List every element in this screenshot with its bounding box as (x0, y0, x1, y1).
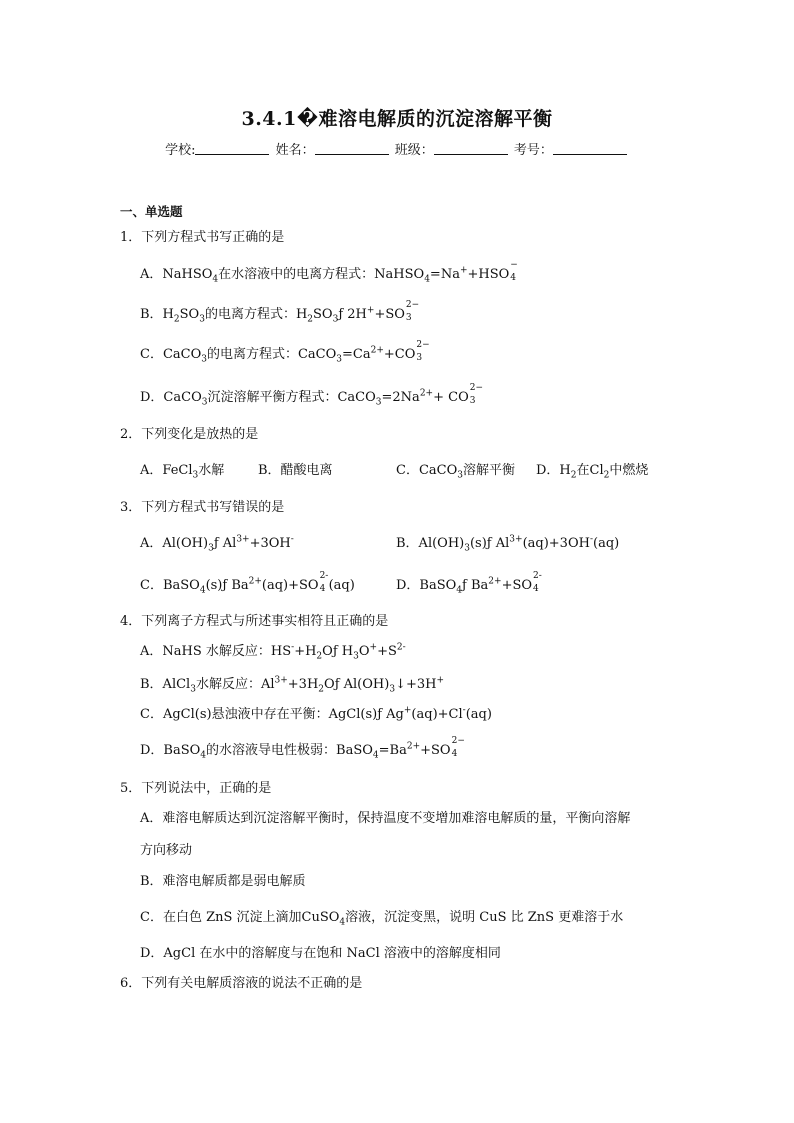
option-text: 在Cl (576, 463, 604, 478)
ion-charge: 2− 3 (469, 383, 484, 406)
option-text: =2Na (381, 390, 420, 405)
option-text: 沉淀溶解平衡方程式：CaCO (207, 390, 376, 405)
superscript: 2+ (248, 576, 262, 587)
school-label: 学校: (165, 143, 196, 158)
ion-charge: 2- 4 (319, 571, 329, 594)
superscript: 2- (396, 642, 406, 653)
subscript: 4 (212, 274, 219, 285)
exam-number-label: 考号： (513, 143, 553, 158)
option-text: ƒ Ba (462, 578, 489, 593)
option-text: A．NaHS 水解反应：HS (140, 644, 292, 659)
option-text: (aq) (328, 578, 355, 593)
question-2-option-b[interactable]: B．醋酸电离 (258, 463, 333, 478)
subscript: 2 (603, 470, 610, 481)
option-text: +SO (374, 307, 405, 322)
superscript: 3+ (274, 675, 288, 686)
subscript: 4 (199, 585, 206, 596)
subscript: 2 (307, 314, 314, 325)
subscript: 3 (199, 314, 205, 325)
option-text: A．NaHSO (140, 267, 213, 282)
question-4-stem: 4．下列离子方程式与所述事实相符且正确的是 (120, 614, 389, 629)
question-1-option-d[interactable] (140, 383, 484, 408)
option-text: SO (179, 307, 200, 322)
option-text: 溶液，沉淀变黑，说明 CuS 比 ZnS 更难溶于水 (345, 910, 624, 925)
option-text: (aq)+Cl (411, 707, 463, 722)
ion-charge: 2- 4 (533, 571, 542, 594)
class-label: 班级： (394, 143, 434, 158)
question-5-option-b[interactable]: B．难溶电解质都是弱电解质 (140, 874, 306, 889)
superscript: - (291, 642, 295, 653)
option-text: Oƒ H (322, 644, 354, 659)
question-5-option-a[interactable]: A．难溶电解质达到沉淀溶解平衡时，保持温度不变增加难溶电解质的量，平衡向溶解 (140, 811, 631, 826)
option-text: ↓+3H (395, 677, 437, 692)
option-text: 的电离方程式：CaCO (206, 347, 337, 362)
superscript: 2+ (488, 576, 502, 587)
option-text: ƒ 2H (338, 307, 367, 322)
subscript: 3 (192, 470, 199, 481)
option-text: C．CaCO (396, 463, 458, 478)
name-label: 姓名： (275, 143, 315, 158)
option-text: =Ba (378, 743, 407, 758)
option-text: B．H (140, 307, 174, 322)
question-5-option-a-continued[interactable]: 方向移动 (140, 843, 193, 858)
option-text: +H (294, 644, 317, 659)
ion-charge: 2− 3 (405, 300, 420, 323)
option-text: SO (313, 307, 333, 322)
option-text: (aq)+SO (261, 578, 319, 593)
option-text: +SO (501, 578, 533, 593)
question-5-stem: 5．下列说法中，正确的是 (120, 781, 272, 796)
question-1-option-c[interactable] (140, 340, 430, 365)
subscript: 3 (190, 684, 196, 695)
option-text: C．在白色 ZnS 沉淀上滴加CuSO (140, 910, 340, 925)
subscript: 4 (372, 750, 379, 761)
option-text: 的水溶液导电性极弱：BaSO (206, 743, 373, 758)
subscript: 2 (173, 314, 180, 325)
option-text: D．H (536, 463, 571, 478)
question-4-option-b[interactable] (140, 676, 444, 694)
option-text: +SO (420, 743, 451, 758)
question-3-option-c[interactable] (140, 571, 355, 596)
subscript: 3 (375, 397, 382, 408)
option-text: 溶解平衡 (462, 463, 515, 478)
superscript: 3+ (236, 534, 250, 545)
ion-charge: 2− 3 (416, 340, 430, 363)
subscript: 3 (208, 543, 214, 554)
subscript: 3 (457, 470, 463, 481)
superscript: 2+ (370, 345, 384, 356)
student-info-fields (0, 139, 794, 158)
ion-charge: 2− 4 (451, 736, 465, 759)
question-1-option-a[interactable] (140, 260, 519, 285)
question-2-option-a[interactable] (140, 462, 224, 480)
question-2-option-c[interactable] (396, 462, 515, 480)
superscript: + (459, 265, 468, 276)
superscript: 2+ (406, 741, 421, 752)
class-blank[interactable] (434, 141, 508, 155)
option-text: + CO (433, 390, 469, 405)
question-3-option-b[interactable] (396, 535, 619, 553)
question-1-stem: 1．下列方程式书写正确的是 (120, 230, 285, 245)
school-blank[interactable] (195, 141, 269, 155)
subscript: 3 (332, 314, 339, 325)
question-3-option-a[interactable] (140, 535, 294, 553)
option-text: C．CaCO (140, 347, 202, 362)
superscript: + (403, 705, 412, 716)
option-text: A．Al(OH) (140, 536, 209, 551)
subscript: 3 (464, 543, 470, 554)
option-text: ƒ Al (213, 536, 237, 551)
section-heading: 一、单选题 (120, 204, 183, 219)
option-text: D．CaCO (140, 390, 202, 405)
option-text: 水解 (198, 463, 225, 478)
option-text: 的电离方程式：H (204, 307, 308, 322)
option-text: O (358, 644, 370, 659)
question-1-option-b[interactable] (140, 300, 420, 325)
option-text: Oƒ Al(OH) (324, 677, 390, 692)
option-text: (aq)+3OH (522, 536, 590, 551)
option-text: C．AgCl(s)悬浊液中存在平衡：AgCl(s)ƒ Ag (140, 707, 404, 722)
option-text: =Na (429, 267, 460, 282)
superscript: - (589, 534, 593, 545)
name-blank[interactable] (315, 141, 389, 155)
option-text: +HSO (467, 267, 510, 282)
option-text: +CO (383, 347, 416, 362)
subscript: 2 (570, 470, 577, 481)
subscript: 3 (389, 684, 396, 695)
subscript: 3 (336, 354, 343, 365)
question-3-stem: 3．下列方程式书写错误的是 (120, 500, 285, 515)
subscript: 3 (201, 354, 207, 365)
subscript: 2 (318, 684, 325, 695)
superscript: - (290, 534, 294, 545)
page-title: 3.4.1�难溶电解质的沉淀溶解平衡 (241, 108, 553, 130)
question-2-stem: 2．下列变化是放热的是 (120, 427, 259, 442)
subscript: 3 (353, 651, 359, 662)
ion-charge: − 4 (510, 260, 518, 283)
exam-number-blank[interactable] (553, 141, 627, 155)
question-6-stem: 6．下列有关电解质溶液的说法不正确的是 (120, 976, 363, 991)
option-text: (aq) (593, 536, 620, 551)
option-text: B．AlCl (140, 677, 191, 692)
option-text: (s)ƒ Al (469, 536, 510, 551)
subscript: 4 (456, 585, 463, 596)
subscript: 4 (200, 750, 207, 761)
option-text: +S (377, 644, 397, 659)
question-5-option-c[interactable] (140, 909, 623, 927)
question-4-option-a[interactable] (140, 643, 406, 661)
option-text: (aq) (465, 707, 492, 722)
subscript: 4 (339, 917, 346, 928)
option-text: B．Al(OH) (396, 536, 465, 551)
subscript: 2 (316, 651, 323, 662)
option-text: =Ca (342, 347, 371, 362)
superscript: - (462, 705, 466, 716)
superscript: 3+ (509, 534, 523, 545)
option-text: D．BaSO (140, 743, 201, 758)
superscript: + (436, 675, 445, 686)
subscript: 4 (424, 274, 430, 285)
question-5-option-d[interactable]: D．AgCl 在水中的溶解度与在饱和 NaCl 溶液中的溶解度相同 (140, 946, 501, 961)
superscript: + (369, 642, 378, 653)
option-text: +3OH (249, 536, 291, 551)
question-2-option-d[interactable] (536, 462, 648, 480)
option-text: 中燃烧 (609, 463, 649, 478)
option-text: (s)ƒ Ba (205, 578, 249, 593)
option-text: 水解反应：Al (195, 677, 275, 692)
option-text: 在水溶液中的电离方程式：NaHSO (218, 267, 425, 282)
subscript: 3 (201, 397, 208, 408)
option-text: A．FeCl (140, 463, 193, 478)
question-4-option-c[interactable] (140, 706, 492, 724)
superscript: 2+ (419, 388, 434, 399)
superscript: + (366, 305, 375, 316)
option-text: +3H (287, 677, 319, 692)
option-text: C．BaSO (140, 578, 200, 593)
question-4-option-d[interactable] (140, 736, 465, 761)
option-text: D．BaSO (396, 578, 457, 593)
question-3-option-d[interactable] (396, 571, 542, 596)
